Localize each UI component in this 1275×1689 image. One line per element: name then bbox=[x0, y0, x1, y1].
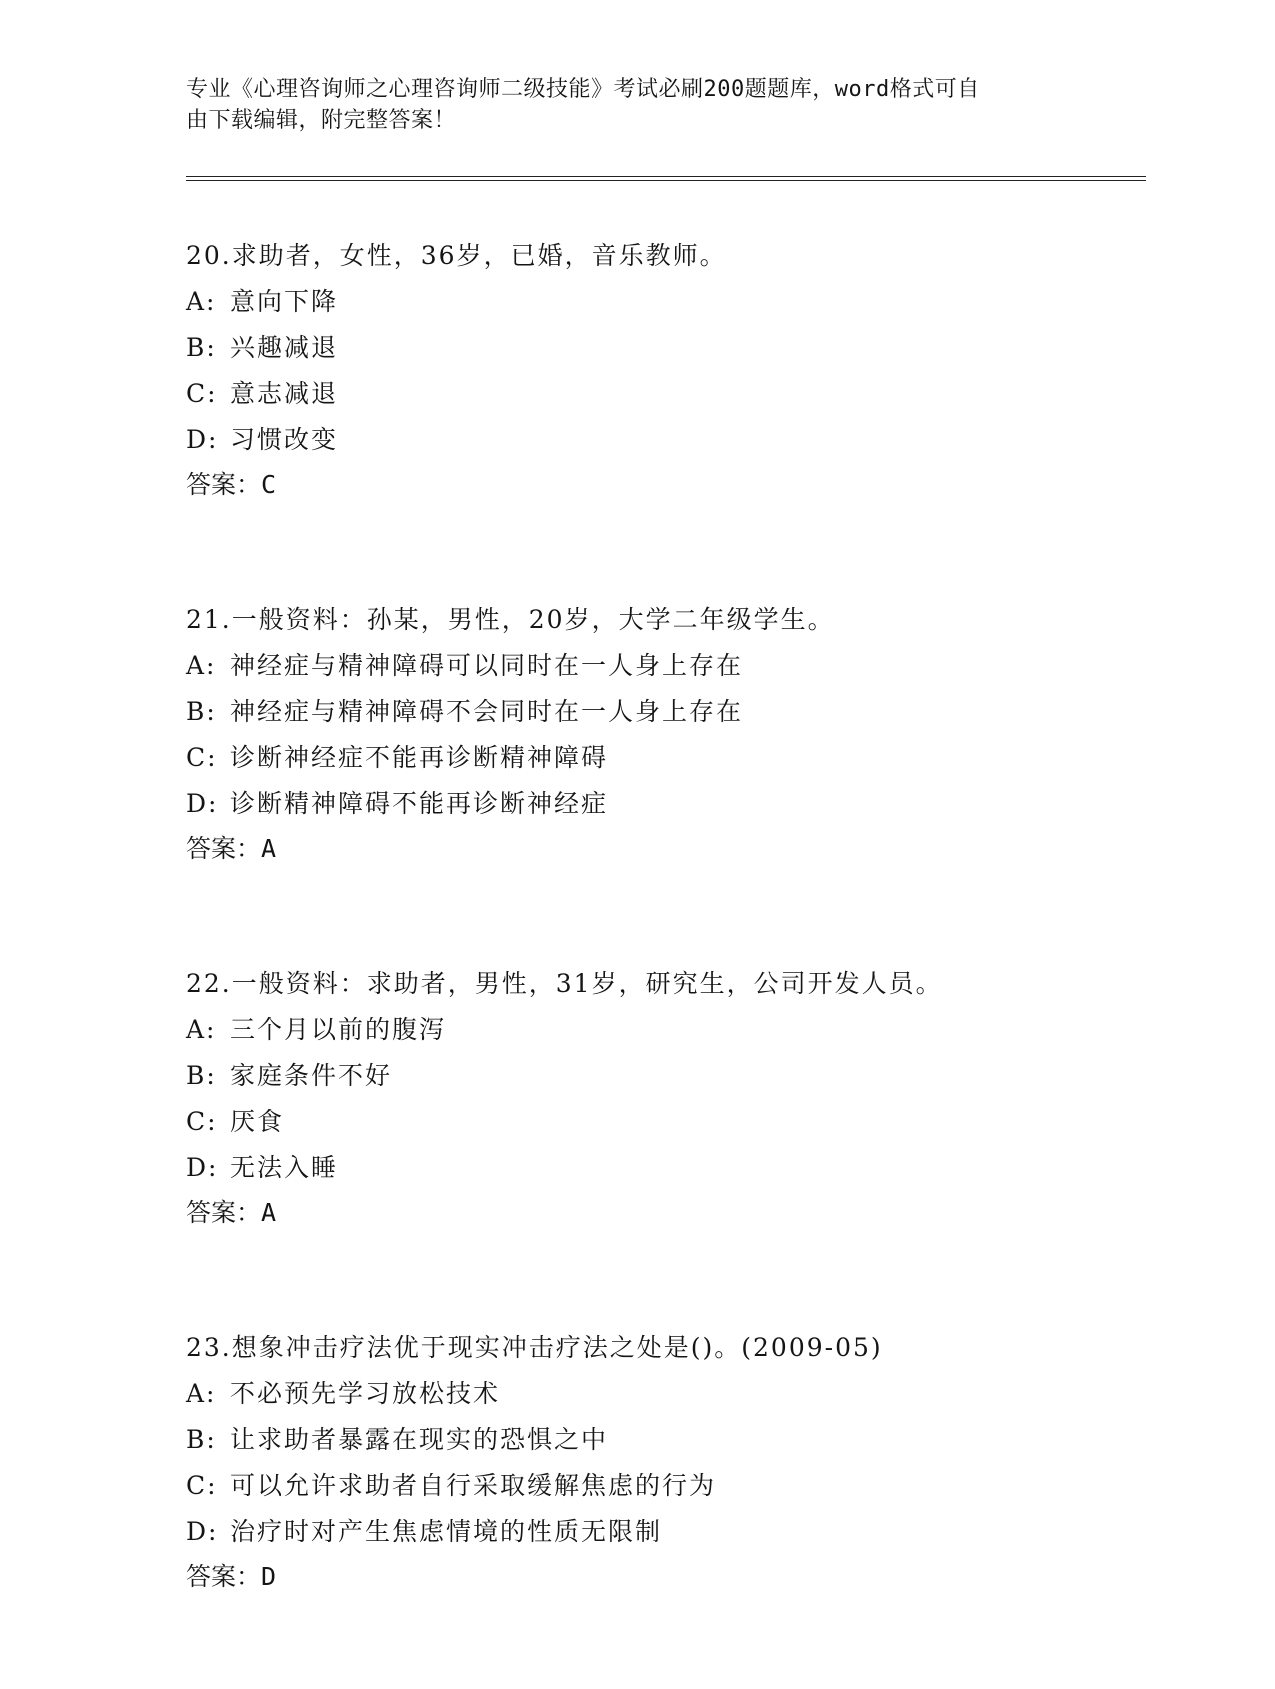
question-23 bbox=[186, 1325, 1146, 1599]
option-letter: C: bbox=[186, 1471, 218, 1500]
question-stem: 23.想象冲击疗法优于现实冲击疗法之处是()。(2009-05) bbox=[186, 1333, 883, 1362]
header-divider bbox=[186, 176, 1146, 182]
question-stem: 21.一般资料：孙某，男性，20岁，大学二年级学生。 bbox=[186, 605, 835, 634]
option-c bbox=[186, 1463, 1146, 1509]
option-b bbox=[186, 689, 1146, 735]
question-20 bbox=[186, 233, 1146, 507]
answer-line: 答案：C bbox=[186, 470, 277, 499]
option-text: 让求助者暴露在现实的恐惧之中 bbox=[230, 1425, 609, 1454]
option-letter: C: bbox=[186, 1107, 218, 1136]
option-letter: B: bbox=[186, 333, 217, 362]
option-b bbox=[186, 325, 1146, 371]
option-letter: D: bbox=[186, 1517, 219, 1546]
option-a bbox=[186, 1007, 1146, 1053]
option-letter: A: bbox=[186, 1379, 217, 1408]
answer-line: 答案：A bbox=[186, 1198, 277, 1227]
question-stem: 22.一般资料：求助者，男性，31岁，研究生，公司开发人员。 bbox=[186, 969, 943, 998]
option-text: 意向下降 bbox=[230, 287, 339, 316]
option-letter: A: bbox=[186, 287, 217, 316]
option-b bbox=[186, 1417, 1146, 1463]
option-text: 神经症与精神障碍不会同时在一人身上存在 bbox=[230, 697, 744, 726]
option-text: 意志减退 bbox=[230, 379, 339, 408]
option-text: 治疗时对产生焦虑情境的性质无限制 bbox=[230, 1517, 663, 1546]
question-22 bbox=[186, 961, 1146, 1235]
header-line-2: 由下载编辑，附完整答案！ bbox=[186, 108, 457, 133]
option-letter: B: bbox=[186, 1425, 217, 1454]
option-text: 诊断精神障碍不能再诊断神经症 bbox=[230, 789, 609, 818]
option-text: 三个月以前的腹泻 bbox=[230, 1015, 447, 1044]
option-letter: D: bbox=[186, 1153, 219, 1182]
option-text: 兴趣减退 bbox=[230, 333, 339, 362]
document-header bbox=[186, 74, 1066, 136]
option-text: 无法入睡 bbox=[230, 1153, 339, 1182]
option-a bbox=[186, 1371, 1146, 1417]
option-c bbox=[186, 1099, 1146, 1145]
option-text: 可以允许求助者自行采取缓解焦虑的行为 bbox=[230, 1471, 717, 1500]
header-line-1: 专业《心理咨询师之心理咨询师二级技能》考试必刷200题题库，word格式可自 bbox=[186, 77, 980, 102]
answer-line: 答案：D bbox=[186, 1562, 277, 1591]
option-letter: D: bbox=[186, 789, 219, 818]
option-text: 不必预先学习放松技术 bbox=[230, 1379, 501, 1408]
option-d bbox=[186, 417, 1146, 463]
question-stem: 20.求助者，女性，36岁，已婚，音乐教师。 bbox=[186, 241, 727, 270]
option-c bbox=[186, 371, 1146, 417]
option-c bbox=[186, 735, 1146, 781]
option-d bbox=[186, 1509, 1146, 1555]
option-a bbox=[186, 643, 1146, 689]
option-d bbox=[186, 1145, 1146, 1191]
option-text: 诊断神经症不能再诊断精神障碍 bbox=[230, 743, 609, 772]
option-letter: C: bbox=[186, 743, 218, 772]
option-letter: B: bbox=[186, 1061, 217, 1090]
question-list bbox=[186, 233, 1146, 1689]
option-text: 习惯改变 bbox=[230, 425, 339, 454]
question-21 bbox=[186, 597, 1146, 871]
answer-line: 答案：A bbox=[186, 834, 277, 863]
option-d bbox=[186, 781, 1146, 827]
option-a bbox=[186, 279, 1146, 325]
option-text: 厌食 bbox=[230, 1107, 285, 1136]
divider-line-top bbox=[186, 176, 1146, 177]
option-letter: A: bbox=[186, 651, 217, 680]
option-b bbox=[186, 1053, 1146, 1099]
option-letter: C: bbox=[186, 379, 218, 408]
option-letter: A: bbox=[186, 1015, 217, 1044]
option-text: 神经症与精神障碍可以同时在一人身上存在 bbox=[230, 651, 744, 680]
option-letter: D: bbox=[186, 425, 219, 454]
divider-line-bottom bbox=[186, 180, 1146, 181]
option-text: 家庭条件不好 bbox=[230, 1061, 393, 1090]
option-letter: B: bbox=[186, 697, 217, 726]
